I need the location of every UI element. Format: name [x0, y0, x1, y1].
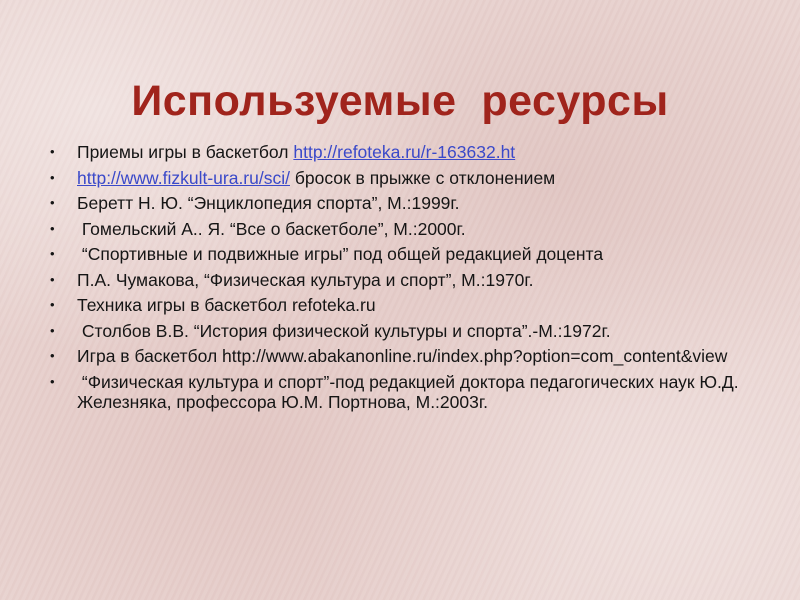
- bullet-icon: •: [50, 220, 55, 236]
- list-item: [50, 321, 760, 341]
- list-item: [50, 295, 760, 315]
- bullet-icon: •: [50, 322, 55, 338]
- list-item: [50, 219, 760, 239]
- bullet-icon: •: [50, 195, 55, 210]
- list-item: [50, 270, 760, 290]
- list-item: [50, 244, 760, 264]
- resource-link[interactable]: http://refoteka.ru/r-163632.ht: [293, 142, 516, 162]
- bullet-icon: •: [50, 348, 55, 363]
- bullet-icon: •: [50, 373, 55, 389]
- bullet-icon: •: [50, 297, 55, 312]
- bullet-icon: •: [50, 246, 55, 261]
- resource-text: Техника игры в баскетбол refoteka.ru: [77, 295, 376, 315]
- bullet-icon: •: [50, 144, 55, 159]
- resource-text: Гомельский А.. Я. “Все о баскетболе”, М.:2000г.: [77, 218, 466, 239]
- resource-list: [50, 142, 760, 417]
- list-item: [50, 142, 760, 162]
- list-item: [50, 168, 760, 188]
- resource-link[interactable]: http://www.fizkult-ura.ru/sci/: [77, 167, 290, 188]
- resource-text: “Спортивные и подвижные игры” под общей редакцией доцента: [77, 244, 604, 264]
- list-item: [50, 346, 760, 366]
- resource-text: Столбов В.В. “История физической культуры и спорта”.-М.:1972г.: [77, 320, 611, 341]
- bullet-icon: •: [50, 271, 55, 287]
- list-item: [50, 372, 760, 412]
- resource-text: Игра в баскетбол http://www.abakanonline.ru/index.php?option=com_content&view: [77, 346, 728, 366]
- resource-text: бросок в прыжке с отклонением: [289, 167, 556, 188]
- bullet-icon: •: [50, 169, 55, 185]
- slide-title: Используемые ресурсы: [131, 76, 669, 125]
- resource-text: Беретт Н. Ю. “Энциклопедия спорта”, М.:1999г.: [77, 193, 460, 213]
- resource-text: Приемы игры в баскетбол: [77, 142, 294, 162]
- resource-text: П.А. Чумакова, “Физическая культура и спорт”, М.:1970г.: [77, 269, 534, 290]
- resource-text: “Физическая культура и спорт”-под редакцией доктора педагогических наук Ю.Д. Железняка, профессора Ю.М. Портнова, М.:2003г.: [77, 371, 744, 412]
- list-item: [50, 193, 760, 213]
